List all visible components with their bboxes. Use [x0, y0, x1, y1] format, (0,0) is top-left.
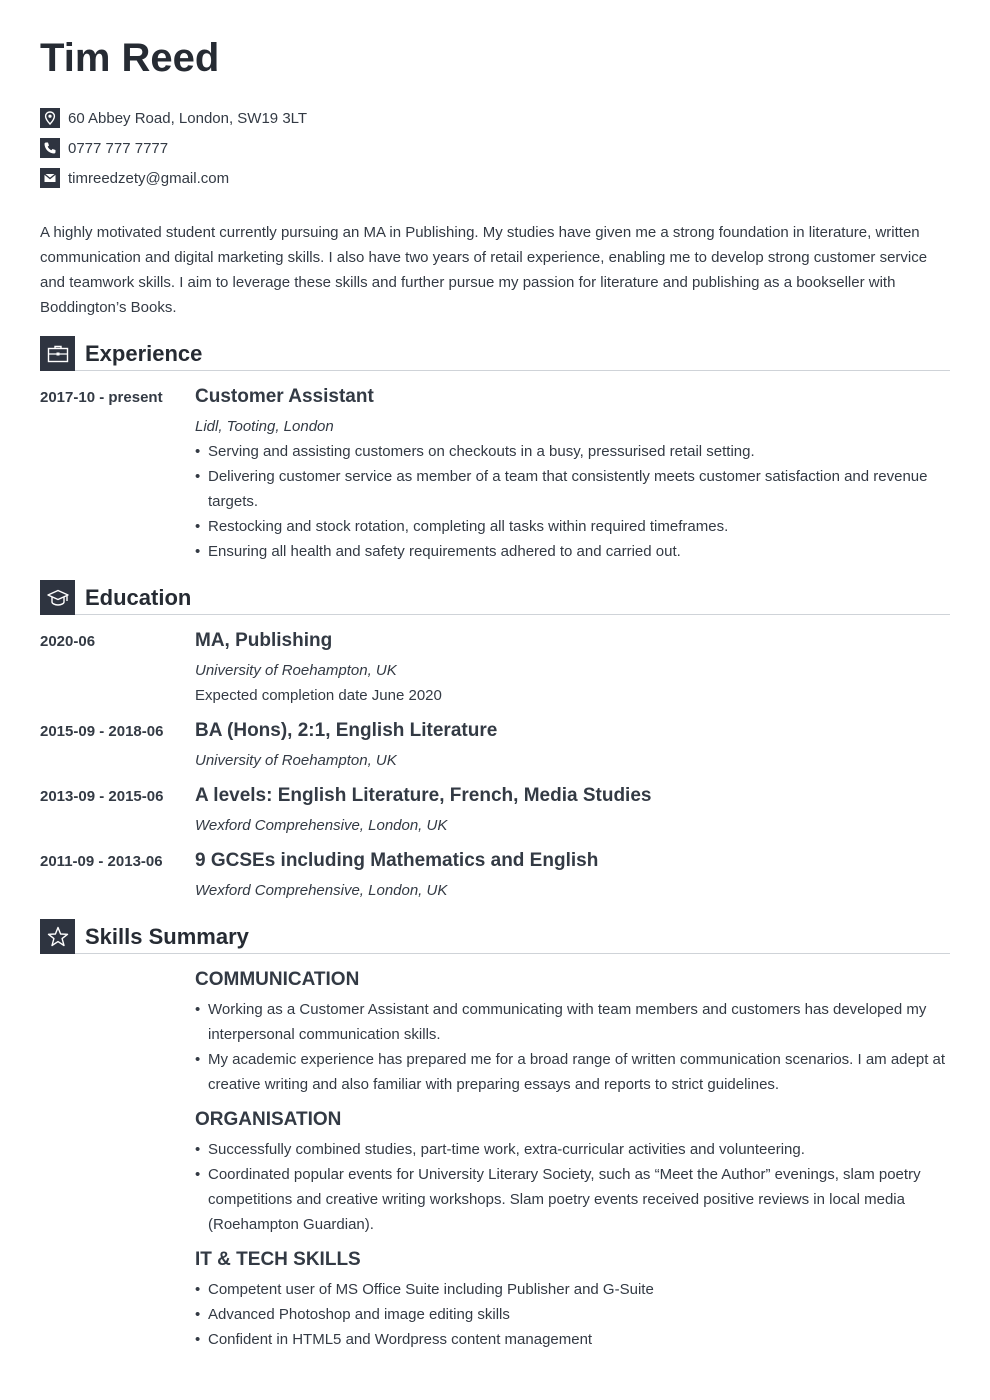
profile-summary: A highly motivated student currently pursuing an MA in Publishing. My studies have given me a strong foundation in literature, written communication and digital marketing skills. I also have two years of retail experience, enabling me to develop strong customer service and teamwork skills. I aim to leverage these skills and further pursue my passion for literature and publishing as a bookseller with Boddington’s Books. [40, 224, 928, 316]
list-item: • Ensuring all health and safety requirements adhered to and carried out. [195, 539, 950, 564]
experience-heading: Experience [85, 341, 203, 366]
skill-group-heading: ORGANISATION [195, 1109, 342, 1130]
phone-icon [40, 138, 60, 158]
graduation-cap-icon [40, 580, 75, 615]
briefcase-icon [40, 336, 75, 371]
list-item: • Working as a Customer Assistant and communicating with team members and customers has developed my interpersonal communication skills. [195, 997, 950, 1047]
envelope-icon [40, 168, 60, 188]
section-divider [75, 953, 950, 954]
list-item: • Successfully combined studies, part-time work, extra-curricular activities and volunteering. [195, 1137, 950, 1162]
education-date: 2020-06 [40, 633, 96, 650]
education-heading: Education [85, 585, 192, 610]
education-date: 2015-09 - 2018-06 [40, 723, 164, 740]
section-divider [75, 614, 950, 615]
map-pin-icon [40, 108, 60, 128]
contact-email [40, 168, 229, 188]
experience-section-header [40, 336, 950, 372]
skills-heading: Skills Summary [85, 924, 249, 949]
education-school: Wexford Comprehensive, London, UK [195, 817, 448, 834]
education-degree: MA, Publishing [195, 630, 333, 651]
job-bullets [195, 439, 950, 564]
list-item: • Restocking and stock rotation, completing all tasks within required timeframes. [195, 514, 950, 539]
skill-bullets [195, 1137, 950, 1237]
job-title: Customer Assistant [195, 386, 374, 407]
list-item: • Advanced Photoshop and image editing skills [195, 1302, 950, 1327]
star-icon [40, 919, 75, 954]
list-item: • Coordinated popular events for University Literary Society, such as “Meet the Author” evenings, slam poetry competitions and creative writing workshops. Slam poetry events received positive reviews in local media (Roehampton Guardian). [195, 1162, 950, 1237]
education-section-header [40, 580, 950, 616]
list-item: • My academic experience has prepared me for a broad range of written communication scenarios. I am adept at creative writing and also familiar with preparing essays and reports to strict guidelines. [195, 1047, 950, 1097]
education-degree: A levels: English Literature, French, Media Studies [195, 785, 652, 806]
list-item: • Delivering customer service as member of a team that consistently meets customer satisfaction and revenue targets. [195, 464, 950, 514]
contact-address [40, 108, 307, 128]
list-item: • Confident in HTML5 and Wordpress content management [195, 1327, 950, 1352]
job-date: 2017-10 - present [40, 389, 163, 406]
list-item: • Competent user of MS Office Suite including Publisher and G-Suite [195, 1277, 950, 1302]
education-date: 2011-09 - 2013-06 [40, 853, 163, 870]
skills-section-header [40, 919, 950, 955]
section-divider [75, 370, 950, 371]
education-note: Expected completion date June 2020 [195, 687, 442, 704]
education-school: Wexford Comprehensive, London, UK [195, 882, 448, 899]
email-link[interactable]: timreedzety@gmail.com [68, 169, 230, 187]
skill-group-heading: COMMUNICATION [195, 969, 360, 990]
education-date: 2013-09 - 2015-06 [40, 788, 164, 805]
skill-bullets [195, 1277, 950, 1352]
education-school: University of Roehampton, UK [195, 752, 397, 769]
list-item: • Serving and assisting customers on checkouts in a busy, pressurised retail setting. [195, 439, 950, 464]
skill-bullets [195, 997, 950, 1097]
job-employer: Lidl, Tooting, London [195, 418, 334, 435]
education-degree: 9 GCSEs including Mathematics and English [195, 850, 599, 871]
contact-phone [40, 138, 168, 158]
phone-text: 0777 777 7777 [68, 139, 169, 157]
candidate-name: Tim Reed [40, 36, 220, 80]
education-school: University of Roehampton, UK [195, 662, 397, 679]
education-degree: BA (Hons), 2:1, English Literature [195, 720, 498, 741]
skill-group-heading: IT & TECH SKILLS [195, 1249, 361, 1270]
address-text: 60 Abbey Road, London, SW19 3LT [68, 109, 308, 127]
